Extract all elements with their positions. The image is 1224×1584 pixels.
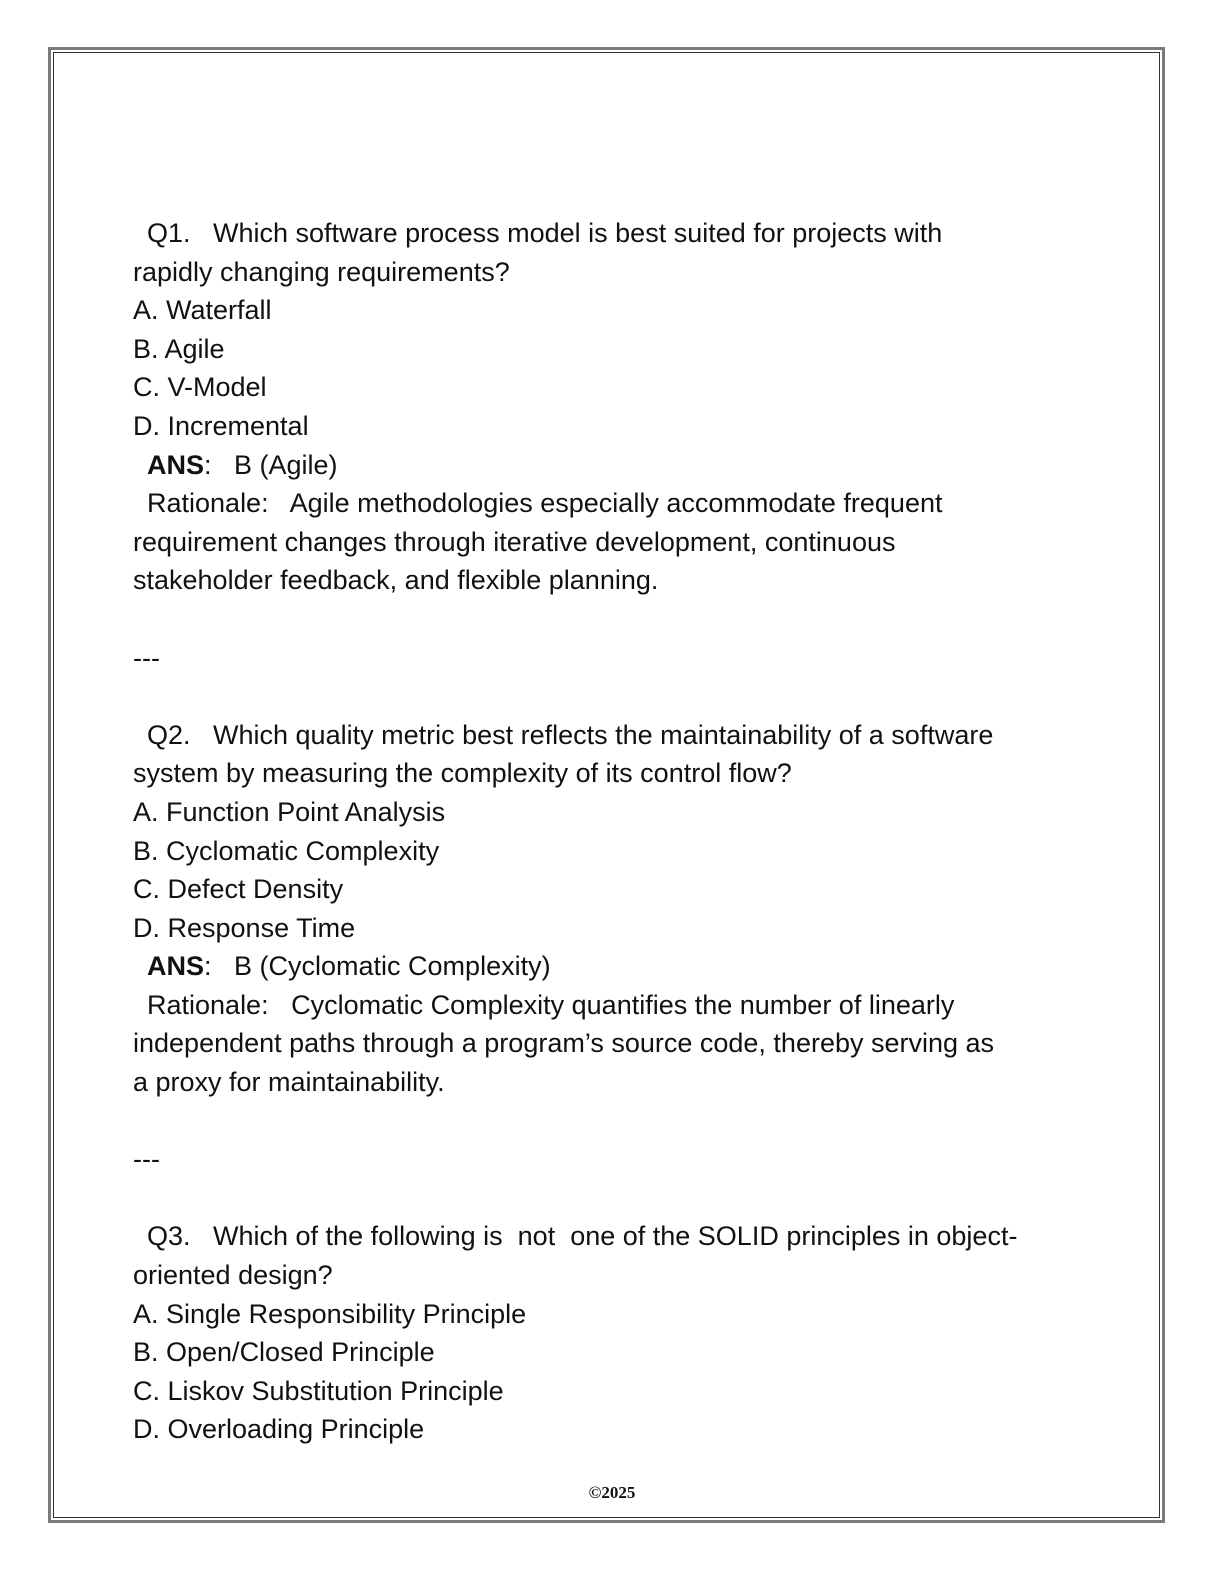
document-body [133, 214, 1093, 1449]
answer-line [133, 947, 1093, 986]
option-b: B. Open/Closed Principle [133, 1337, 435, 1368]
option-a: A. Function Point Analysis [133, 796, 446, 827]
question-text: Q1. Which software process model is best suited for projects with [147, 218, 943, 248]
copyright-footer: ©2025 [588, 1483, 636, 1502]
separator: --- [133, 642, 160, 673]
separator: --- [133, 1144, 160, 1175]
question-text-continued: oriented design? [133, 1260, 333, 1291]
option-d: D. Incremental [133, 410, 309, 441]
answer-label: ANS [147, 951, 205, 982]
rationale-line: independent paths through a program’s source code, thereby serving as [133, 1028, 995, 1059]
question-text: Q3. Which of the following is not one of the SOLID principles in object- [147, 1221, 1018, 1252]
option-c: C. Liskov Substitution Principle [133, 1375, 504, 1406]
question-block-1 [133, 214, 1093, 600]
answer-value: : B (Cyclomatic Complexity) [204, 951, 551, 982]
option-d: D. Response Time [133, 912, 356, 943]
rationale-line: a proxy for maintainability. [133, 1067, 445, 1098]
option-d: D. Overloading Principle [133, 1414, 425, 1445]
rationale-line: Rationale: Cyclomatic Complexity quantifies the number of linearly [147, 989, 955, 1020]
option-c: C. Defect Density [133, 874, 344, 905]
question-block-3 [133, 1217, 1093, 1449]
option-a: A. Single Responsibility Principle [133, 1298, 527, 1329]
rationale-line: Rationale: Agile methodologies especially accommodate frequent [147, 488, 943, 519]
answer-value: : B (Agile) [204, 449, 338, 480]
rationale-line: stakeholder feedback, and flexible planning. [133, 565, 659, 596]
answer-line [133, 446, 1093, 485]
question-text-continued: rapidly changing requirements? [133, 256, 510, 287]
option-a: A. Waterfall [133, 295, 272, 326]
option-b: B. Cyclomatic Complexity [133, 835, 440, 866]
answer-label: ANS [147, 449, 205, 480]
rationale-line: requirement changes through iterative development, continuous [133, 526, 896, 557]
question-text-continued: system by measuring the complexity of its control flow? [133, 758, 792, 789]
question-text: Q2. Which quality metric best reflects the maintainability of a software [147, 719, 994, 750]
question-block-2 [133, 716, 1093, 1102]
option-b: B. Agile [133, 333, 225, 364]
option-c: C. V-Model [133, 372, 267, 403]
